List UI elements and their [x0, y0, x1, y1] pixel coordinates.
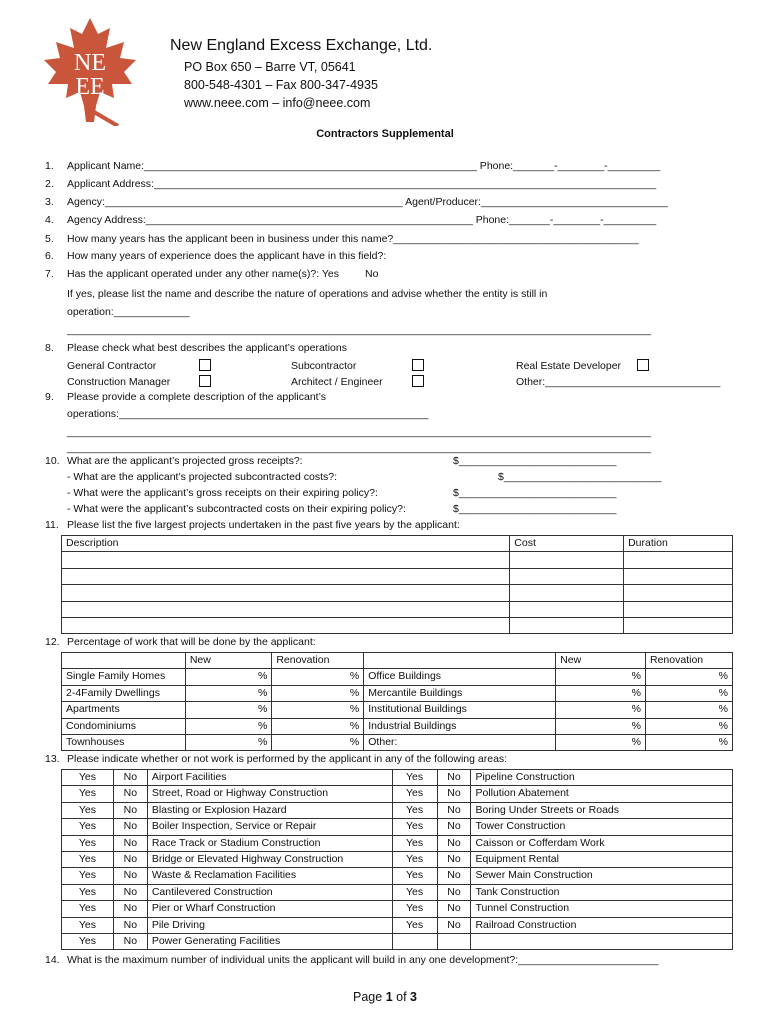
option-construction-manager[interactable]: Construction Manager: [67, 376, 171, 388]
question-12: 12. Percentage of work that will be done by the applicant:: [45, 636, 316, 648]
checkbox-real-estate-developer[interactable]: [637, 359, 649, 371]
table-row[interactable]: [62, 585, 733, 601]
work-areas-table: [61, 769, 733, 950]
question-6[interactable]: 6. How many years of experience does the applicant have in this field?:: [45, 250, 387, 262]
question-5[interactable]: 5. How many years has the applicant been in business under this name?__________________________________________: [45, 233, 639, 245]
table-row: Yes No Cantilevered Construction Yes No Tank Construction: [62, 884, 733, 900]
expiring-gross-receipts-field[interactable]: $___________________________: [453, 487, 617, 499]
table-row[interactable]: [62, 617, 733, 633]
question-10c: - What were the applicant’s gross receipts on their expiring policy?:: [67, 487, 378, 499]
company-address: PO Box 650 – Barre VT, 05641: [184, 60, 356, 74]
question-11: 11. Please list the five largest projects undertaken in the past five years by the applicant:: [45, 519, 460, 531]
header-new-left: New: [185, 653, 272, 669]
column-header-duration: Duration: [624, 536, 733, 552]
question-10: 10. What are the applicant’s projected gross receipts?:: [45, 455, 303, 467]
logo-text-bottom: EE: [75, 74, 105, 100]
column-header-cost: Cost: [510, 536, 624, 552]
question-7-line2: If yes, please list the name and describe the nature of operations and advise whether the entity is still in: [67, 288, 548, 300]
table-row: Condominiums % % Industrial Buildings % %: [62, 718, 733, 734]
maple-stem: [94, 112, 118, 126]
question-7-line3[interactable]: operation:_____________: [67, 306, 190, 318]
question-9-line4[interactable]: ____________________________________________________________________________________________________: [67, 442, 651, 454]
neee-maple-leaf-logo: [40, 14, 140, 126]
question-2[interactable]: 2. Applicant Address:______________________________________________________________________________________: [45, 178, 657, 190]
percentage-table: [61, 652, 733, 751]
question-9-line3[interactable]: ____________________________________________________________________________________________________: [67, 426, 651, 438]
table-row: Yes No Pile Driving Yes No Railroad Construction: [62, 917, 733, 933]
column-header-description: Description: [62, 536, 510, 552]
checkbox-subcontractor[interactable]: [412, 359, 424, 371]
question-4[interactable]: 4. Agency Address:________________________________________________________ Phone:_______-________-_________: [45, 214, 657, 226]
page-footer: Page 1 of 3: [353, 990, 417, 1004]
table-row: 2-4Family Dwellings % % Mercantile Buildings % %: [62, 685, 733, 701]
projects-table: [61, 535, 733, 634]
question-13: 13. Please indicate whether or not work is performed by the applicant in any of the following areas:: [45, 753, 508, 765]
table-row: Single Family Homes % % Office Buildings % %: [62, 669, 733, 685]
header-renovation-left: Renovation: [272, 653, 364, 669]
current-page: 1: [385, 990, 393, 1004]
table-row: Yes No Waste & Reclamation Facilities Yes No Sewer Main Construction: [62, 868, 733, 884]
option-architect-engineer[interactable]: Architect / Engineer: [291, 376, 383, 388]
gross-receipts-field[interactable]: $___________________________: [453, 455, 617, 467]
option-real-estate-developer[interactable]: Real Estate Developer: [516, 360, 622, 372]
checkbox-construction-manager[interactable]: [199, 375, 211, 387]
logo-text-top: NE: [74, 50, 106, 76]
company-name: New England Excess Exchange, Ltd.: [170, 37, 433, 54]
header-renovation-right: Renovation: [646, 653, 733, 669]
table-row: [62, 653, 733, 669]
option-subcontractor[interactable]: Subcontractor: [291, 360, 357, 372]
table-row: [62, 536, 733, 552]
checkbox-architect-engineer[interactable]: [412, 375, 424, 387]
header-new-right: New: [556, 653, 646, 669]
question-7-line4[interactable]: ____________________________________________________________________________________________________: [67, 324, 651, 336]
table-row: Yes No Power Generating Facilities: [62, 934, 733, 950]
table-row: Yes No Boiler Inspection, Service or Repair Yes No Tower Construction: [62, 819, 733, 835]
table-row[interactable]: [62, 601, 733, 617]
question-1[interactable]: 1. Applicant Name:_________________________________________________________ Phone:_______-________-_________: [45, 160, 661, 172]
table-row: Yes No Blasting or Explosion Hazard Yes No Boring Under Streets or Roads: [62, 802, 733, 818]
table-row[interactable]: [62, 552, 733, 568]
question-10b: - What are the applicant’s projected subcontracted costs?:: [67, 471, 338, 483]
table-row: Yes No Bridge or Elevated Highway Construction Yes No Equipment Rental: [62, 852, 733, 868]
table-row: Yes No Pier or Wharf Construction Yes No Tunnel Construction: [62, 901, 733, 917]
question-10d: - What were the applicant’s subcontracted costs on their expiring policy?:: [67, 503, 406, 515]
question-3[interactable]: 3. Agency:___________________________________________________ Agent/Producer:________________________________: [45, 196, 668, 208]
question-9: 9. Please provide a complete description of the applicant’s: [45, 391, 326, 403]
total-pages: 3: [410, 990, 417, 1004]
table-row: Yes No Street, Road or Highway Construction Yes No Pollution Abatement: [62, 786, 733, 802]
table-row: Apartments % % Institutional Buildings % %: [62, 702, 733, 718]
company-web: www.neee.com – info@neee.com: [184, 96, 371, 110]
option-other[interactable]: Other:______________________________: [516, 376, 721, 388]
company-phones: 800-548-4301 – Fax 800-347-4935: [184, 78, 378, 92]
question-7[interactable]: 7. Has the applicant operated under any other name(s)?: Yes No: [45, 268, 379, 280]
question-7-no[interactable]: No: [365, 268, 379, 280]
table-row[interactable]: [62, 568, 733, 584]
question-8: 8. Please check what best describes the applicant’s operations: [45, 342, 347, 354]
table-row: Townhouses % % Other: % %: [62, 735, 733, 751]
table-row: Yes No Airport Facilities Yes No Pipeline Construction: [62, 770, 733, 786]
form-title: Contractors Supplemental: [316, 128, 454, 140]
question-9-line2[interactable]: operations:_____________________________________________________: [67, 408, 429, 420]
option-general-contractor[interactable]: General Contractor: [67, 360, 157, 372]
checkbox-general-contractor[interactable]: [199, 359, 211, 371]
question-14[interactable]: 14. What is the maximum number of individual units the applicant will build in any one development?:________________________: [45, 954, 659, 966]
table-row: Yes No Race Track or Stadium Construction Yes No Caisson or Cofferdam Work: [62, 835, 733, 851]
subcontracted-costs-field[interactable]: $___________________________: [498, 471, 662, 483]
expiring-subcontracted-costs-field[interactable]: $___________________________: [453, 503, 617, 515]
